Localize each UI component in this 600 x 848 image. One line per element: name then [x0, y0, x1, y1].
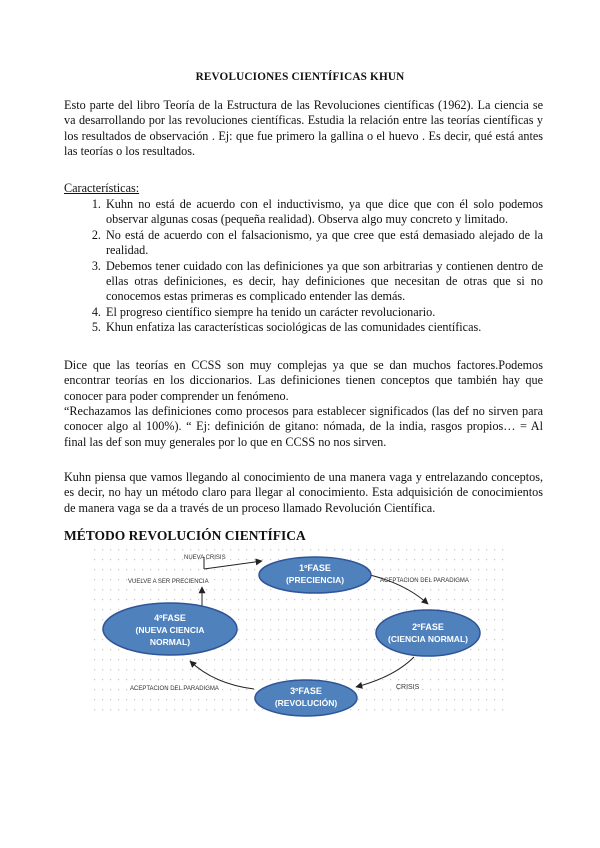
kuhn-paragraph: Kuhn piensa que vamos llegando al conocimiento de una manera vaga y entrelazando conceptos, es decir, no hay un método claro para llegar al conocimiento. Esta adquisición de conocimientos de manera vaga se da a través de un proceso llamado Revolución Científica.: [64, 470, 543, 515]
method-heading: MÉTODO REVOLUCIÓN CIENTÍFICA: [64, 528, 306, 543]
label-aceptacion-paradigma-1: ACEPTACION DEL PARADIGMA: [380, 578, 469, 584]
list-item: 3. Debemos tener cuidado con las definiciones ya que son arbitrarias y contienen dentro de ellas otras definiciones, es decir, hay definiciones que necesitan de otras que si no conocemos estas primeras es complicado entender las demás.: [104, 259, 543, 305]
phase-4-subtitle-2: NORMAL): [149, 637, 191, 647]
phase-2-node: [376, 610, 480, 656]
list-item: 5. Khun enfatiza las características sociológicas de las comunidades científicas.: [104, 320, 543, 335]
phase-1-title: 1ºFASE: [299, 563, 331, 573]
phase-3-title: 3ºFASE: [290, 686, 322, 696]
characteristics-heading: Características:: [64, 181, 140, 195]
revolution-cycle-diagram: [94, 549, 506, 719]
phase-1-subtitle: (PRECIENCIA): [285, 575, 345, 585]
phase-3-subtitle: (REVOLUCIÓN): [274, 698, 338, 708]
document-title: REVOLUCIONES CIENTÍFICAS KHUN: [195, 71, 405, 83]
phase-2-subtitle: (CIENCIA NORMAL): [388, 634, 468, 644]
list-item: 2. No está de acuerdo con el falsacionismo, ya que cree que está demasiado alejado de la realidad.: [104, 228, 543, 259]
label-nueva-crisis: NUEVA CRISIS: [184, 555, 226, 561]
phase-2-title: 2ºFASE: [412, 622, 444, 632]
phase-3-node: [255, 680, 357, 716]
phase-4-subtitle: (NUEVA CIENCIA: [135, 625, 205, 635]
label-crisis: CRISIS: [396, 684, 420, 691]
label-vuelve-precienca: VUELVE A SER PRECIENCIA: [128, 579, 209, 585]
list-item: 1. Kuhn no está de acuerdo con el inductivismo, ya que dice que con él solo podemos observar algunas cosas (pequeña realidad). Observa algo muy concreto y limitado.: [104, 197, 543, 228]
quote-paragraph: “Rechazamos las definiciones como procesos para establecer significados (las def no sirven para conocer algo al 100%). “ Ej: definición de gitano: nómada, de la india, rasgos propios… = Al final las def son muy generales por lo que en CCSS no nos sirven.: [64, 404, 543, 449]
characteristics-list: [64, 197, 543, 336]
phase-1-node: [259, 557, 371, 593]
phase-4-title: 4ºFASE: [154, 613, 186, 623]
intro-paragraph: Esto parte del libro Teoría de la Estructura de las Revoluciones científicas (1962). La ciencia se va desarrollando por las revoluciones científicas. Estudia la relación entre las teorías científicas y los resultados de observación . Ej: que fue primero la gallina o el huevo . Es decir, qué está antes las teorías o los resultados.: [64, 98, 543, 159]
list-item: 4. El progreso científico siempre ha tenido un carácter revolucionario.: [104, 305, 543, 320]
phase-4-node: [103, 603, 237, 655]
label-aceptacion-paradigma-2: ACEPTACION DEL PARADIGMA: [130, 686, 219, 692]
ccss-paragraph: Dice que las teorías en CCSS son muy complejas ya que se dan muchos factores.Podemos encontrar teorías en los diccionarios. Las definiciones tienen conceptos que también hay que conocer para poder comprender un fenómeno.: [64, 358, 543, 403]
